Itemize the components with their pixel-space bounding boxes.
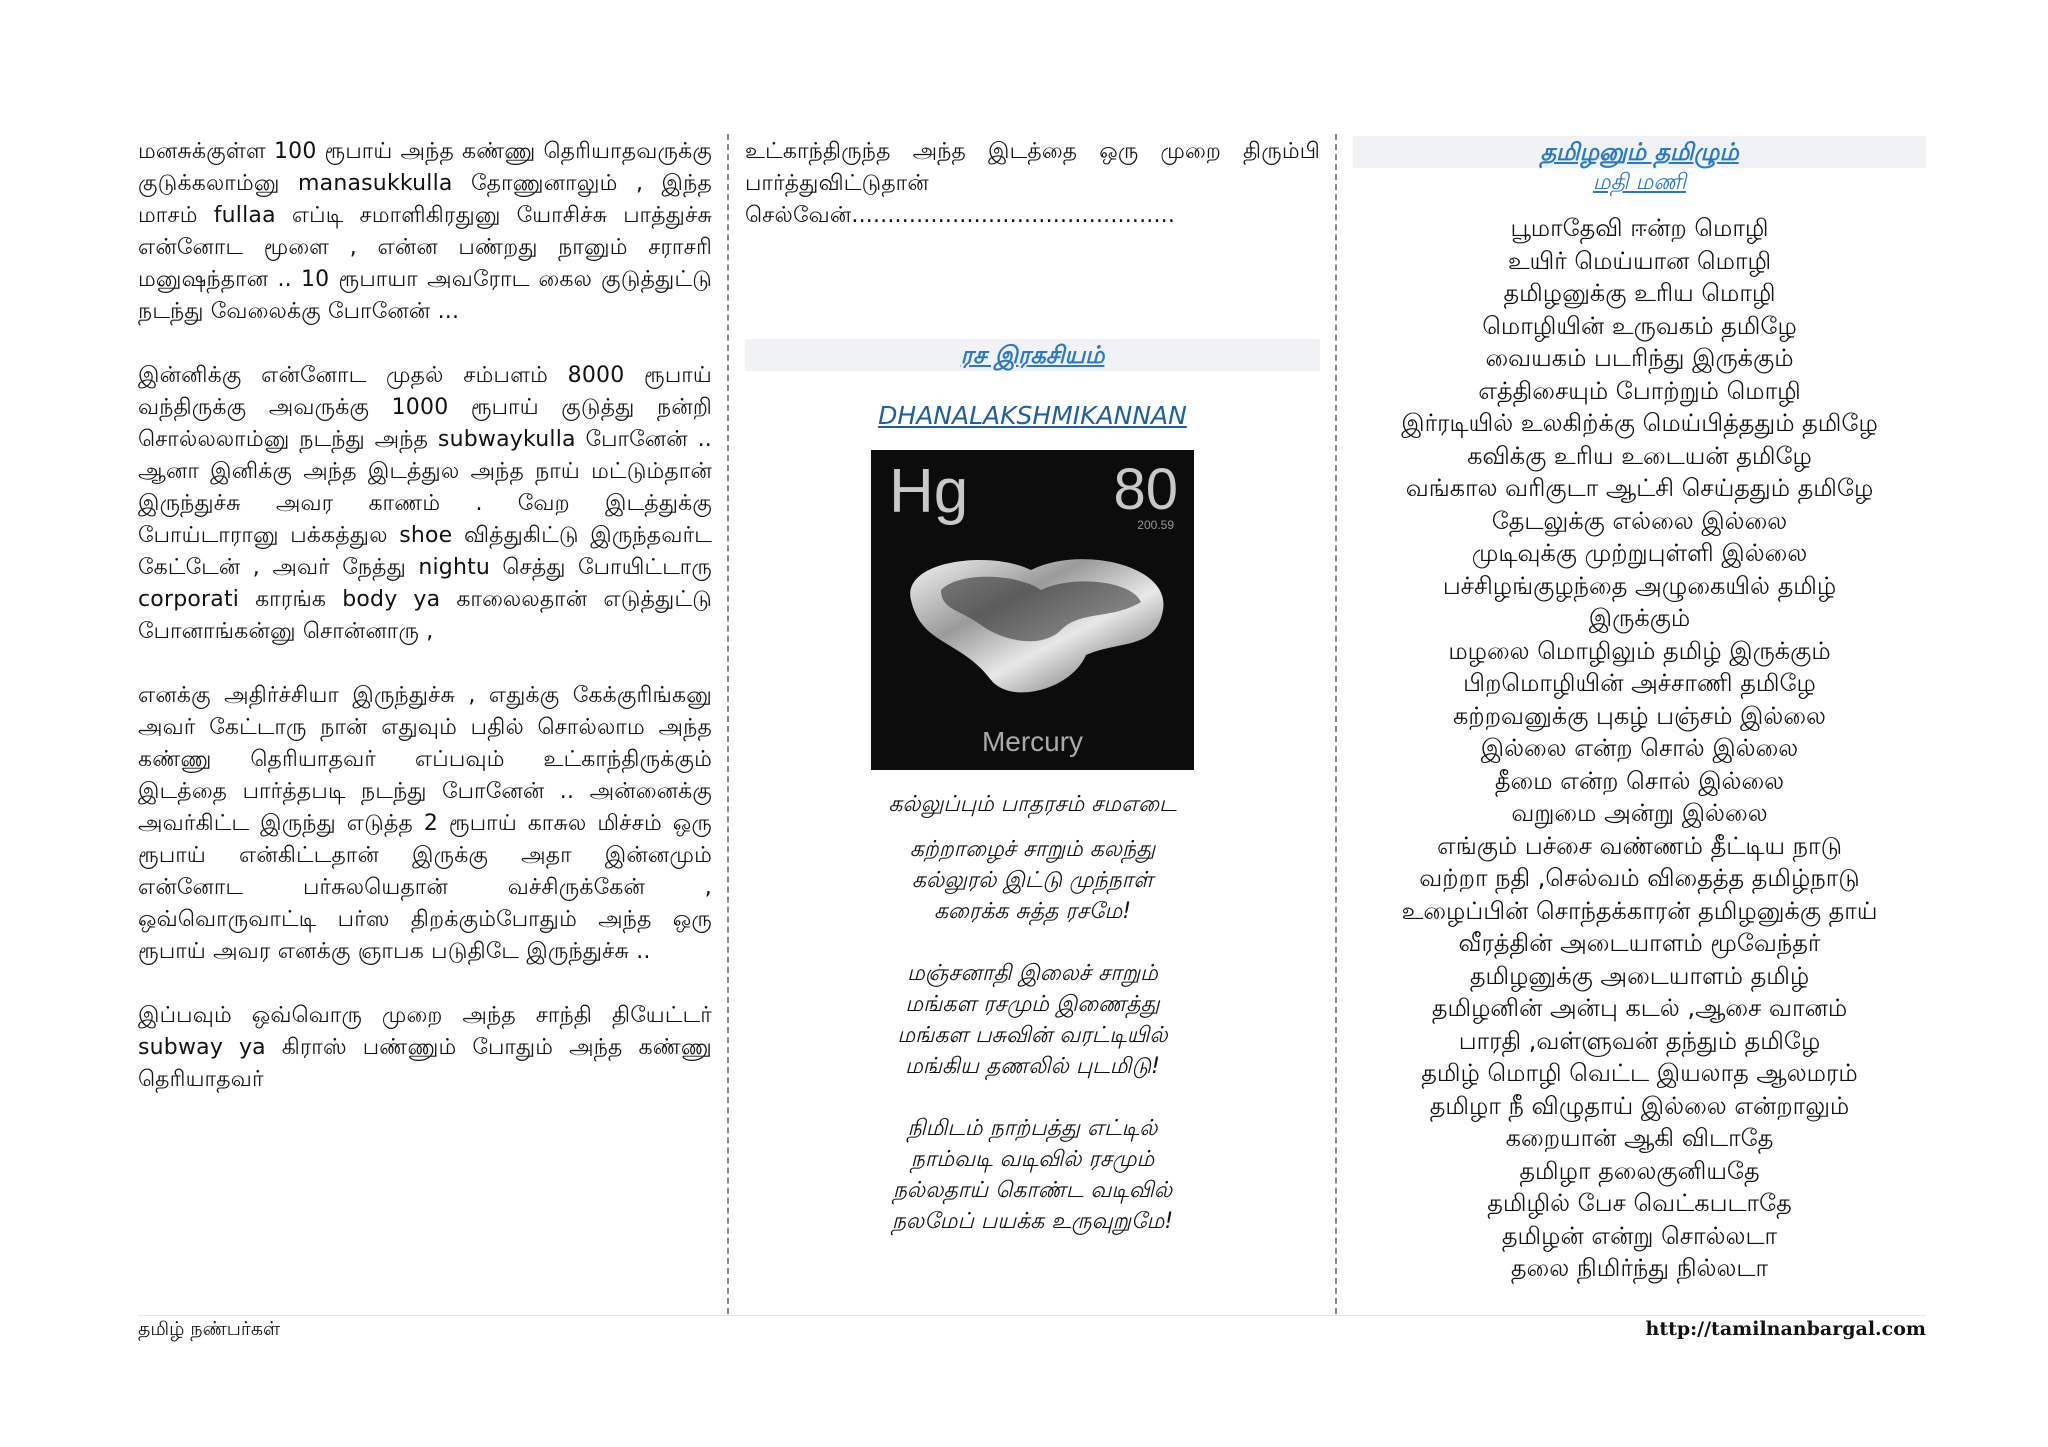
poem-line: மொழியின் உருவகம் தமிழே [1482,311,1797,340]
footer-url: http://tamilnanbargal.com [1645,1318,1926,1340]
poem-line: கல்லுரல் இட்டு முந்நாள் [911,868,1154,893]
poem-title: தமிழனும் தமிழும் [1353,136,1926,168]
recipe-poem [745,834,1320,1237]
poem-line: தமிழனுக்கு அடையாளம் தமிழ் [1469,961,1810,990]
poem-line: பாரதி ,வள்ளுவன் தந்தும் தமிழே [1458,1026,1821,1055]
poem-line: தேடலுக்கு எல்லை இல்லை [1491,506,1788,535]
column-divider [727,134,729,1314]
atomic-number: 80 [1113,457,1178,522]
footer-divider [138,1315,1926,1316]
tamil-poem [1353,212,1926,1285]
poem-line: கற்றவனுக்கு புகழ் பஞ்சம் இல்லை [1453,701,1826,730]
poem-line: பூமாதேவி ஈன்ற மொழி [1510,214,1769,242]
poem-line: உழைப்பின் சொந்தக்காரன் தமிழனுக்கு தாய் [1401,896,1878,925]
poem-line: முடிவுக்கு முற்றுபுள்ளி இல்லை [1471,539,1808,567]
mercury-element-image [871,450,1194,770]
poem-line: இருக்கும் [1588,604,1691,632]
poem-line: தலை நிமிர்ந்து நில்லடா [1510,1254,1769,1282]
author-name: DHANALAKSHMIKANNAN [878,401,1187,430]
poem-line: மங்கிய தணலில் புடமிடு! [905,1054,1160,1079]
mercury-droplet-icon [881,530,1181,710]
element-name: Mercury [981,726,1084,757]
poem-line: கவிக்கு உரிய உடையன் தமிழே [1467,441,1812,470]
column-story [138,136,712,1096]
poem-stanza [745,834,1320,927]
poem-line: எங்கும் பச்சை வண்ணம் தீட்டிய நாடு [1436,831,1843,860]
poem-line: நாம்வடி வடிவில் ரசமும் [910,1147,1155,1172]
poem-line: வறுமை அன்று இல்லை [1511,799,1768,827]
poem-line: கரைக்க சுத்த ரசமே! [933,899,1132,924]
footer-site-name: தமிழ் நண்பர்கள் [138,1318,281,1340]
poem-line: தமிழனின் அன்பு கடல் ,ஆசை வானம் [1431,994,1848,1022]
poem-line: தீமை என்ற சொல் இல்லை [1494,766,1785,795]
poem-line: தமிழா நீ விழுதாய் இல்லை என்றாலும் [1429,1091,1850,1120]
poem-line: தமிழன் என்று சொல்லடா [1501,1221,1778,1250]
column-recipe [745,136,1320,1268]
poem-line: வங்கால வரிகுடா ஆட்சி செய்ததும் தமிழே [1405,474,1874,502]
poem-line: மங்கள பசுவின் வரட்டியில் [897,1023,1168,1048]
poem-line: நலமேப் பயக்க உருவுறுமே! [891,1209,1174,1234]
element-symbol: Hg [889,457,969,526]
poem-line: இர்ரடியில் உலகிற்க்கு மெய்பித்ததும் தமிழே [1401,409,1878,437]
poem-line: எத்திசையும் போற்றும் மொழி [1478,376,1801,405]
story-continuation: உட்காந்திருந்த அந்த இடத்தை ஒரு முறை திரும்பி பார்த்துவிட்டுதான் செல்வேன்............................................. [745,139,1320,228]
poem-stanza [745,958,1320,1082]
poem-line: மழலை மொழிலும் தமிழ் இருக்கும் [1448,636,1831,665]
atomic-mass: 200.59 [1137,518,1174,532]
poem-author: மதி மணி [1592,170,1687,195]
poem-line: வீரத்தின் அடையாளம் மூவேந்தர் [1458,929,1821,957]
poem-line: மஞ்சனாதி இலைச் சாறும் [907,961,1158,986]
poem-line: உயிர் மெய்யான மொழி [1507,246,1772,275]
story-paragraph: எனக்கு அதிர்ச்சியா இருந்துச்சு , எதுக்கு கேக்குரிங்கனு அவர் கேட்டாரு நான் எதுவும் பதில் சொல்லாம அந்த கண்ணு தெரியாதவர் எப்பவும் உட்காந்திருக்கும் இடத்தை பார்த்தபடி நடந்து போனேன் .. அன்னைக்கு அவர்கிட்ட இருந்து எடுத்த 2 ரூபாய் காசுல மிச்சம் ஒரு ரூபாய் என்கிட்டதான் இருக்கு அதா இன்னமும் என்னோட பர்சுலயெதான் வச்சிருக்கேன் , ஒவ்வொருவாட்டி பர்ஸ திறக்கும்போதும் அந்த ஒரு ரூபாய் அவர எனக்கு ஞாபக படுதிடே இருந்துச்சு .. [138,683,712,964]
story-paragraph: இன்னிக்கு என்னோட முதல் சம்பளம் 8000 ரூபாய் வந்திருக்கு அவருக்கு 1000 ரூபாய் குடுத்து நன்றி சொல்லலாம்னு நடந்து அந்த subwaykulla போனேன் .. ஆனா இனிக்கு அந்த இடத்துல அந்த நாய் மட்டும்தான் இருந்துச்சு அவர காணம் . வேற இடத்துக்கு போய்டாரானு பக்கத்துல shoe வித்துகிட்டு இருந்தவர்ட கேட்டேன் , அவர் நேத்து nightu செத்து போயிட்டாரு corporati காரங்க body ya காலைலதான் எடுத்துட்டு போனாங்கன்னு சொன்னாரு , [138,363,712,644]
poem-line: தமிழனுக்கு உரிய மொழி [1503,279,1776,307]
poem-line: பிறமொழியின் அச்சாணி தமிழே [1463,669,1816,697]
poem-line: வற்றா நதி ,செல்வம் விதைத்த தமிழ்நாடு [1419,864,1860,892]
column-poem [1353,136,1926,1285]
section-title-rasa: ரச இரகசியம் [745,339,1320,371]
poem-line: தமிழ் மொழி வெட்ட இயலாத ஆலமரம் [1421,1059,1858,1087]
poem-line: கறையான் ஆகி விடாதே [1505,1124,1774,1152]
column-divider [1335,134,1337,1314]
poem-stanza [745,1113,1320,1237]
poem-line: இல்லை என்ற சொல் இல்லை [1480,734,1799,762]
poem-caption: கல்லுப்பும் பாதரசம் சமஎடை [888,792,1177,817]
poem-line: பச்சிழங்குழந்தை அழுகையில் தமிழ் [1442,571,1837,600]
poem-line: தமிழா தலைகுனியதே [1519,1156,1760,1185]
poem-line: நிமிடம் நாற்பத்து எட்டில் [907,1116,1158,1141]
story-paragraph: இப்பவும் ஒவ்வொரு முறை அந்த சாந்தி தியேட்டர் subway ya கிராஸ் பண்ணும் போதும் அந்த கண்ணு தெரியாதவர் [138,1003,712,1092]
poem-line: வையகம் படரிந்து இருக்கும் [1485,344,1794,372]
poem-line: நல்லதாய் கொண்ட வடிவில் [892,1178,1173,1203]
poem-line: கற்றாழைச் சாறும் கலந்து [909,837,1156,862]
poem-line: மங்கள ரசமும் இணைத்து [905,992,1160,1017]
story-paragraph: மனசுக்குள்ள 100 ரூபாய் அந்த கண்ணு தெரியாதவருக்கு குடுக்கலாம்னு manasukkulla தோணுனாலும் , இந்த மாசம் fullaa எப்டி சமாளிகிரதுனு யோசிச்சு பாத்துச்சு என்னோட மூளை , என்ன பண்றது நானும் சராசரி மனுஷந்தான .. 10 ரூபாயா அவரோட கைல குடுத்துட்டு நடந்து வேலைக்கு போனேன் ... [138,139,712,324]
poem-line: தமிழில் பேச வெட்கபடாதே [1487,1189,1792,1217]
